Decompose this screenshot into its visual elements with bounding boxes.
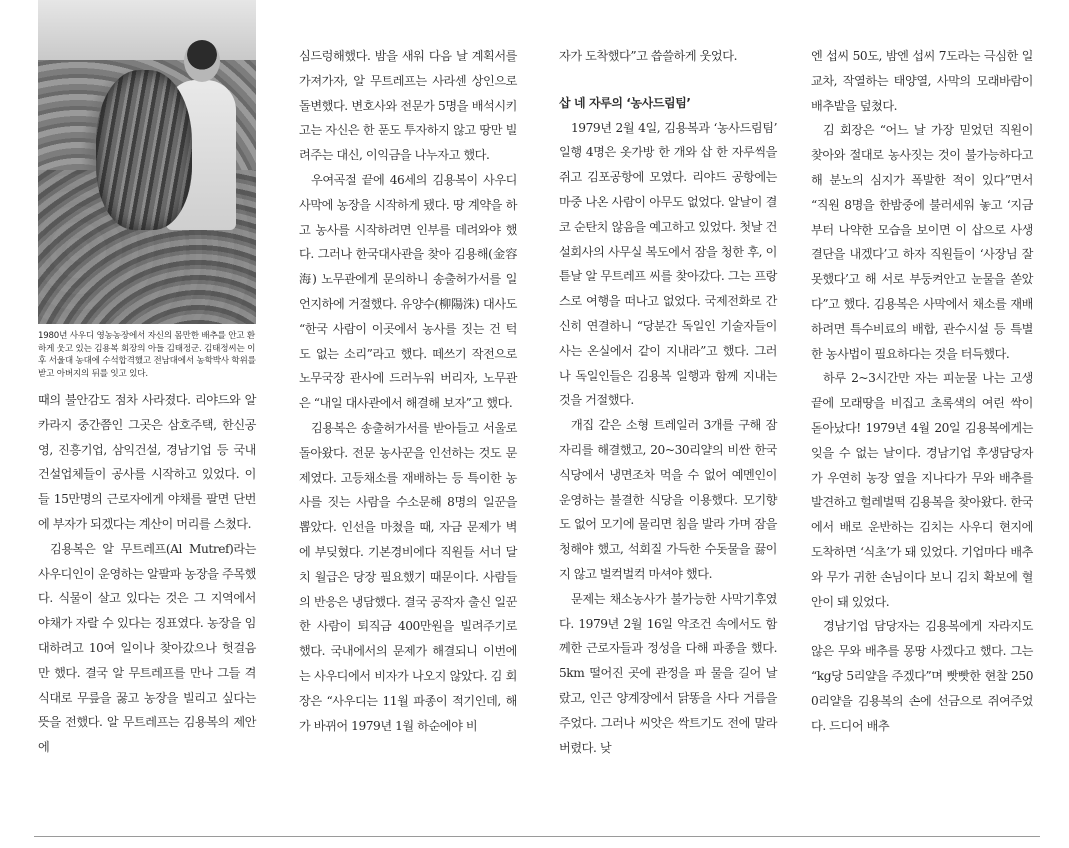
paragraph: 심드렁해했다. 밤을 새워 다음 날 계획서를 가져가자, 알 무트레프는 사라센 상인으로 돌변했다. 변호사와 전문가 5명을 배석시키고는 자신은 한 푼도 투자하지 않고 땅만 빌려주는 대신, 이익금을 나누자고 했다.	[299, 49, 517, 163]
paragraph: 경남기업 담당자는 김용복에게 자라지도 않은 무와 배추를 몽땅 사겠다고 했다. 그는 “kg당 5리얄을 주겠다”며 빳빳한 현찰 2500리얄을 김용복의 손에 선금으로 쥐여주었다. 드디어 배추	[811, 619, 1033, 733]
article-column-1-text	[38, 388, 256, 760]
page-bottom-rule	[34, 836, 1040, 837]
paragraph: 개집 같은 소형 트레일러 3개를 구해 잠자리를 해결했고, 20~30리얄의 비싼 한국식당에서 냉면조차 먹을 수 없어 예멘인이 운영하는 불결한 식당을 이용했다. 모기향도 없어 모기에 물리면 침을 발라 가며 잠을 청해야 했고, 석회질 가득한 수돗물을 끓이지 않고 벌컥벌컥 마셔야 했다.	[559, 418, 777, 581]
paragraph: 자가 도착했다”고 씁쓸하게 웃었다.	[559, 49, 738, 63]
paragraph: 김용복은 알 무트레프(Al Mutref)라는 사우디인이 운영하는 알팔파 농장을 주목했다. 식물이 살고 있다는 것은 그 지역에서 야채가 자랄 수 있다는 징표였다. 농장을 임대하려고 10여 일이나 찾아갔으나 헛걸음만 했다. 결국 알 무트레프를 만나 그들 격식대로 무릎을 꿇고 농장을 빌리고 싶다는 뜻을 전했다. 알 무트레프는 김용복의 제안에	[38, 541, 256, 755]
article-column-3-text	[559, 44, 777, 760]
article-column-4-text	[811, 44, 1033, 738]
photo-sky	[38, 0, 256, 60]
photo-caption: 1980년 사우디 영농농장에서 자신의 몸만한 배추를 안고 환하게 웃고 있는 김용복 회장의 아들 김태정군. 김태정씨는 이후 서울대 농대에 수석합격했고 전남대에서 농학박사 학위를 받고 아버지의 뒤를 잇고 있다.	[38, 331, 256, 379]
section-subheading: 삽 네 자루의 ‘농사드림팀’	[559, 95, 691, 110]
paragraph: 우여곡절 끝에 46세의 김용복이 사우디 사막에 농장을 시작하게 됐다. 땅 계약을 하고 농사를 시작하려면 인부를 데려와야 했다. 그러나 한국대사관을 찾아 김용해(金容海) 노무관에게 문의하니 송출허가서를 일언지하에 거절했다. 유양수(柳陽洙) 대사도 “한국 사람이 이곳에서 농사를 짓는 건 턱도 없는 소리”라고 했다. 떼쓰기 작전으로 노무국장 관사에 드러누워 버리자, 노무관은 “내일 대사관에서 해결해 보자”고 했다.	[299, 172, 517, 411]
column-1	[38, 0, 256, 760]
article-column-2-text	[299, 44, 517, 738]
photo-giant-cabbage	[96, 70, 192, 230]
cabbage-farm-photo	[38, 0, 256, 324]
paragraph: 엔 섭씨 50도, 밤엔 섭씨 7도라는 극심한 일교차, 작열하는 태양열, 사막의 모래바람이 배추밭을 덮쳤다.	[811, 49, 1033, 113]
column-3	[559, 44, 777, 760]
paragraph: 김 회장은 “어느 날 가장 믿었던 직원이 찾아와 절대로 농사짓는 것이 불가능하다고 해 분노의 심지가 폭발한 적이 있다”면서 “직원 8명을 한밤중에 불러세워 놓고 ‘지금부터 나약한 모습을 보이면 이 삽으로 사생결단을 내겠다’고 하자 직원들이 ‘사장님 잘못했다’고 해 서로 부둥켜안고 눈물을 쏟았다”고 했다. 김용복은 사막에서 채소를 재배하려면 특수비료의 배합, 관수시설 등 특별한 농사법이 필요하다는 것을 터득했다.	[811, 123, 1033, 361]
paragraph: 때의 불안감도 점차 사라졌다. 리야드와 알카라지 중간쯤인 그곳은 삼호주택, 한신공영, 진흥기업, 삼익건설, 경남기업 등 국내 건설업체들이 공사를 시작하고 있었다. 이들 15만명의 근로자에게 야채를 팔면 단번에 부자가 되겠다는 계산이 머리를 스쳤다.	[38, 393, 256, 531]
paragraph: 문제는 채소농사가 불가능한 사막기후였다. 1979년 2월 16일 악조건 속에서도 함께한 근로자들과 정성을 다해 파종을 했다. 5km 떨어진 곳에 관정을 파 물을 길어 날랐고, 인근 양계장에서 닭똥을 사다 거름을 주었다. 그러나 씨앗은 싹트기도 전에 말라 버렸다. 낮	[559, 591, 777, 755]
paragraph: 1979년 2월 4일, 김용복과 ‘농사드림팀’ 일행 4명은 옷가방 한 개와 삽 한 자루씩을 쥐고 김포공항에 모였다. 리야드 공항에는 마중 나온 사람이 아무도 없었다. 알날이 결코 순탄치 않음을 예고하고 있었다. 첫날 건설회사의 사무실 복도에서 잠을 청한 후, 이튿날 알 무트레프 씨를 찾아갔다. 그는 프랑스로 여행을 떠나고 없었다. 국제전화로 간신히 연결하니 “당분간 독일인 기술자들이 사는 온실에서 같이 지내라”고 했다. 그러나 독일인들은 김용복 일행과 함께 지내는 것을 거절했다.	[559, 120, 777, 408]
column-2	[299, 44, 517, 738]
paragraph: 하루 2~3시간만 자는 피눈물 나는 고생 끝에 모래땅을 비집고 초록색의 여린 싹이 돋아났다! 1979년 4월 20일 김용복에게는 잊을 수 없는 날이다. 경남기업 후생담당자가 우연히 농장 옆을 지나다가 무와 배추를 발견하고 헐레벌떡 김용복을 찾아왔다. 한국에서 배로 운반하는 김치는 사우디 현지에 도착하면 ‘식초’가 돼 있었다. 기업마다 배추와 무가 귀한 손님이다 보니 김치 확보에 혈안이 돼 있었다.	[811, 371, 1033, 609]
photo-person-head	[184, 40, 220, 82]
paragraph: 김용복은 송출허가서를 받아들고 서울로 돌아왔다. 전문 농사꾼을 인선하는 것도 문제였다. 고등채소를 재배하는 등 특이한 농사를 짓는 사람을 수소문해 8명의 일꾼을 뽑았다. 인선을 마쳤을 때, 자금 문제가 벽에 부딪혔다. 기본경비에다 직원들 서너 달치 월급은 당장 필요했기 때문이다. 사람들의 반응은 냉담했다. 결국 공작자 출신 일꾼 한 사람이 퇴직금 400만원을 빌려주기로 했다. 국내에서의 문제가 해결되니 이번에는 사우디에서 비자가 나오지 않았다. 김 회장은 “사우디는 11월 파종이 적기인데, 해가 바뀌어 1979년 1월 하순에야 비	[299, 420, 517, 733]
column-4	[811, 44, 1033, 738]
